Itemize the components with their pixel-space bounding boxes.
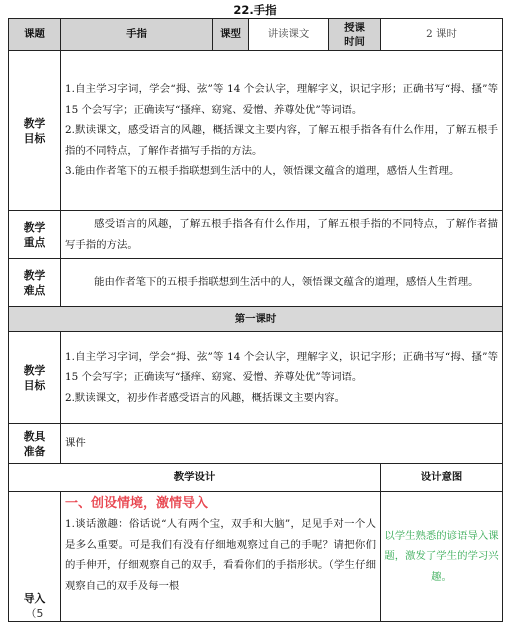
goal-item-3: 3.能由作者笔下的五根手指联想到生活中的人，领悟课文蕴含的道理，感悟人生哲理。	[65, 165, 460, 178]
topic-value: 手指	[61, 19, 213, 51]
type-value: 讲读课文	[249, 19, 329, 51]
hours-label	[329, 19, 381, 51]
goals-content	[61, 51, 503, 211]
type-label: 课型	[213, 19, 249, 51]
key-points-content	[61, 211, 503, 259]
difficulties-row	[9, 259, 503, 307]
tools-content	[61, 424, 503, 464]
difficulties-label	[9, 259, 61, 307]
goals-label	[9, 51, 61, 211]
lesson1-goals-content	[61, 332, 503, 424]
key-points-text: 感受语言的风趣，了解五根手指各有什么作用，了解五根手指的不同特点，了解作者描写手指的方法。	[65, 218, 498, 251]
difficulties-text: 能由作者笔下的五根手指联想到生活中的人，领悟课文蕴含的道理，感悟人生哲理。	[94, 276, 479, 289]
intro-content	[61, 492, 381, 622]
stage-label: 导入	[23, 592, 46, 605]
intent-label: 设计意图	[381, 464, 503, 492]
stage-label-cell	[9, 492, 61, 622]
lesson-plan-table	[8, 18, 503, 622]
design-header-row	[9, 464, 503, 492]
topic-label: 课题	[9, 19, 61, 51]
hours-value: 2 课时	[381, 19, 503, 51]
key-points-row	[9, 211, 503, 259]
lesson1-title: 第一课时	[9, 307, 503, 332]
goal-item-2: 2.默读课文，感受语言的风趣，概括课文主要内容，了解五根手指各有什么作用，了解五根手指的不同特点，了解作者描写手指的方法。	[65, 124, 498, 157]
lesson1-goals-label	[9, 332, 61, 424]
tools-label-text: 教具准备	[23, 429, 46, 458]
lesson1-section-row	[9, 307, 503, 332]
page-title: 22.手指	[233, 3, 277, 17]
intro-body: 1.谈话激趣：俗话说“人有两个宝，双手和大脑”，足见手对一个人是多么重要。可是我们有没有仔细地观察过自己的手呢？请把你们的手伸开，仔细观察自己的双手，看看你们的手指形状。（学生仔细观察自己的双手及每一根	[65, 518, 376, 592]
header-row	[9, 19, 503, 51]
tools-label	[9, 424, 61, 464]
lesson1-goals-row	[9, 332, 503, 424]
tools-value: 课件	[65, 437, 86, 450]
design-label: 教学设计	[9, 464, 381, 492]
stage-time: （5	[25, 607, 44, 620]
intro-stage-row	[9, 492, 503, 622]
lesson1-goals-label-text: 教学目标	[23, 363, 46, 392]
tools-row	[9, 424, 503, 464]
intent-cell	[381, 492, 503, 622]
intent-text: 以学生熟悉的谚语导入课题，激发了学生的学习兴趣。	[384, 529, 499, 583]
goal-item-1: 1.自主学习字词，学会“拇、弦”等 14 个会认字，理解字义，识记字形；正确书写“拇、搔”等 15 个会写字；正确读写“搔痒、窈窕、爱憎、养尊处优”等词语。	[65, 83, 498, 116]
difficulties-label-text: 教学难点	[23, 268, 46, 297]
goals-row	[9, 51, 503, 211]
key-points-label	[9, 211, 61, 259]
difficulties-content	[61, 259, 503, 307]
lesson1-goal-1: 1.自主学习字词，学会“拇、弦”等 14 个会认字，理解字义，识记字形；正确书写“拇、搔”等 15 个会写字；正确读写“搔痒、窈窕、爱憎、养尊处优”等词语。	[65, 350, 498, 384]
key-points-label-text: 教学重点	[23, 220, 46, 249]
lesson1-goal-2: 2.默读课文，初步作者感受语言的风趣，概括课文主要内容。	[65, 391, 346, 404]
goals-label-text: 教学目标	[23, 116, 46, 145]
hours-label-text: 授课时间	[344, 21, 365, 48]
intro-heading: 一、创设情境，激情导入	[65, 496, 209, 511]
